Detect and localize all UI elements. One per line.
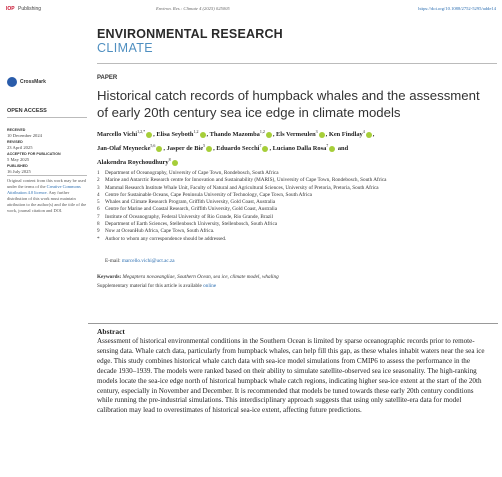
history-date-accepted: 5 May 2025 (7, 157, 30, 162)
affiliation-item (97, 236, 495, 243)
supp-text: Supplementary material for this article is available (97, 283, 204, 289)
author-name: Jan-Olaf Meynecke (97, 145, 151, 153)
affiliation-number: 7 (97, 213, 100, 220)
affiliation-number: * (97, 235, 100, 242)
author-affiliation-marker: 3 (315, 129, 318, 134)
publisher-name: Publishing (18, 6, 42, 12)
orcid-icon[interactable] (172, 160, 178, 166)
header-divider (97, 63, 497, 64)
orcid-icon[interactable] (156, 146, 162, 152)
history-label-published: PUBLISHED (7, 164, 28, 168)
history-date-received: 10 December 2024 (7, 133, 42, 138)
paper-title: Historical catch records of humpback whales and the assessment of early 20th century sea ice edge in climate models (97, 88, 480, 120)
journal-title: ENVIRONMENTAL RESEARCH (97, 27, 283, 41)
license-link[interactable]: Creative Commons Attribution 4.0 licence. (7, 184, 81, 195)
doi-link[interactable]: https://doi.org/10.1088/2752-5295/adde14 (418, 6, 496, 11)
affiliation-item (97, 177, 495, 184)
supp-link[interactable]: online (203, 283, 217, 289)
license-text: Original content from this work may be used under the terms of the (7, 178, 86, 189)
top-bar (6, 6, 496, 16)
orcid-icon[interactable] (366, 132, 372, 138)
orcid-icon[interactable] (206, 146, 212, 152)
affiliation-text: Department of Earth Sciences, Stellenbosch University, Stellenbosch, South Africa (105, 221, 278, 228)
affiliation-item (97, 228, 495, 235)
author-affiliation-marker: 1,2,* (137, 129, 146, 134)
author-list (97, 126, 495, 168)
author-name: Marcello Vichi (97, 131, 138, 139)
author-affiliation-marker: 5,6 (150, 143, 156, 149)
supplementary-note (97, 283, 216, 289)
author-line: Marcello Vichi$^{1,2,*}$ , Elisa Seyboth$^{1,2}$ , Thando Mazomba$^{1,2}$ , Els Vermeulen$^3$ , Ken Findlay$^4$ , (97, 129, 375, 139)
abstract-text: Assessment of historical environmental conditions in the Southern Ocean is limited by sparse oceanographic records prior to remote-sensing data. Whale catch data, particularly from humpback whales, can help fill this gap, as these whales inhabit waters near the sea ice edge. This study combines historical whale catch data with sea-ice model simulations from CMIP6 to assess the performance in the decade 1930–1939. The models were ranked based on their ability to simulate satellite-observed sea ice seasonality. The high-ranking models locate the sea-ice edge north of historical humpback whale catch regions, indicating higher sea-ice extent at the start of the 20th century, especially in November and December. It is recommended that models be tuned towards these early 20th century conditions while running the pre-industrial simulations. This interdisciplinary approach suggests that using only satellite-era data for model calibration may lead to overestimates of historical sea-ice extent, affecting future predictions. (97, 337, 485, 415)
crossmark-label: CrossMark (20, 79, 46, 85)
affiliation-number: 8 (97, 221, 100, 228)
affiliation-number: 3 (97, 184, 100, 191)
affiliation-text: Institute of Oceanography, Federal University of Rio Grande, Rio Grande, Brazil (105, 213, 274, 220)
orcid-icon[interactable] (200, 132, 206, 138)
affiliation-number: 4 (97, 191, 100, 198)
author-name: Els Vermeulen (276, 131, 316, 139)
correspondence-email (105, 258, 175, 264)
author-line: Jan-Olaf Meynecke$^{5,6}$ , Jasper de Bie$^5$ , Eduardo Secchi$^7$ , Luciano Dalla Rosa$^7$ and (97, 143, 349, 153)
affiliation-text: Centre for Marine and Coastal Research, Griffith University, Gold Coast, Australia (105, 206, 278, 213)
open-access-label: OPEN ACCESS (7, 108, 47, 114)
affiliation-text: Centre for Sustainable Oceans, Cape Peninsula University of Technology, Cape Town, South Africa (105, 191, 312, 198)
history-label-received: RECEIVED (7, 128, 26, 132)
crossmark-icon (7, 77, 17, 87)
affiliation-text: Whales and Climate Research Program, Griffith University, Gold Coast, Australia (105, 199, 276, 206)
author-affiliation-marker: 8 (168, 157, 171, 163)
history-label-accepted: ACCEPTED FOR PUBLICATION (7, 152, 61, 156)
affiliation-number: 1 (97, 170, 100, 176)
license-divider (7, 175, 87, 176)
affiliation-item (97, 206, 495, 213)
author-line (97, 154, 495, 168)
orcid-icon[interactable] (329, 146, 335, 152)
orcid-icon[interactable] (266, 132, 272, 138)
email-link[interactable]: marcello.vichi@uct.ac.za (121, 258, 175, 264)
history-label-revised: REVISED (7, 140, 23, 144)
license-text-2: Any further distribution of this work must maintain attribution to the author(s) and the title of the work, journal citation and DOI. (7, 190, 87, 213)
affiliation-number: 5 (97, 199, 100, 206)
author-name: Luciano Dalla Rosa (272, 145, 327, 153)
email-label: E-mail: (105, 258, 122, 264)
affiliation-text: Marine and Antarctic Research centre for Innovation and Sustainability (MARIS), University of Cape Town, Rondebosch, South Africa (105, 177, 387, 184)
keywords-label: Keywords: (97, 274, 123, 280)
author-name: Ken Findlay (328, 131, 363, 139)
crossmark-button[interactable] (7, 76, 62, 90)
abstract-heading: Abstract (97, 327, 125, 336)
history-date-published: 16 July 2025 (7, 169, 31, 174)
author-affiliation-marker: 7 (326, 143, 329, 149)
license-notice (7, 178, 89, 214)
author-affiliation-marker: 1,2 (193, 129, 199, 134)
author-name: Eduardo Secchi (216, 145, 260, 153)
orcid-icon[interactable] (262, 146, 268, 152)
affiliation-item (97, 185, 495, 192)
orcid-icon[interactable] (146, 132, 152, 138)
affiliation-number: 2 (97, 177, 100, 184)
author-name: Jasper de Bie (166, 145, 204, 153)
affiliation-list (97, 170, 495, 243)
journal-subtitle: CLIMATE (97, 41, 154, 55)
journal-citation: Environ. Res.: Climate 4 (2025) 025005 (156, 6, 230, 11)
author-name: Elisa Seyboth (156, 131, 194, 139)
sidebar-divider (7, 117, 87, 118)
affiliation-text: Author to whom any correspondence should be addressed. (105, 235, 227, 242)
author-affiliation-marker: 4 (362, 129, 365, 134)
author-affiliation-marker: 7 (259, 143, 262, 149)
author-affiliation-marker: 5 (203, 143, 206, 149)
affiliation-text: Mammal Research Institute Whale Unit, Faculty of Natural and Agricultural Sciences, University of Pretoria, Pretoria, South Africa (105, 184, 379, 191)
keywords-text: Megaptera novaeangliae, Southern Ocean, sea ice, climate model, whaling (122, 274, 279, 280)
affiliation-number: 9 (97, 228, 100, 235)
affiliation-number: 6 (97, 206, 100, 213)
article-type-label: PAPER (97, 75, 118, 81)
history-date-revised: 23 April 2025 (7, 145, 33, 150)
author-affiliation-marker: 1,2 (259, 129, 265, 134)
keywords (97, 274, 279, 280)
orcid-icon[interactable] (319, 132, 325, 138)
author-name: Thando Mazomba (209, 131, 260, 139)
author-name: Alakendra Roychoudhury (97, 159, 169, 167)
affiliation-text: Department of Oceanography, University of Cape Town, Rondebosch, South Africa (105, 170, 279, 176)
affiliation-text: Now at OceanHub Africa, Cape Town, South Africa. (105, 228, 215, 235)
iop-logo: IOP (6, 6, 15, 12)
affiliation-item (97, 214, 495, 221)
